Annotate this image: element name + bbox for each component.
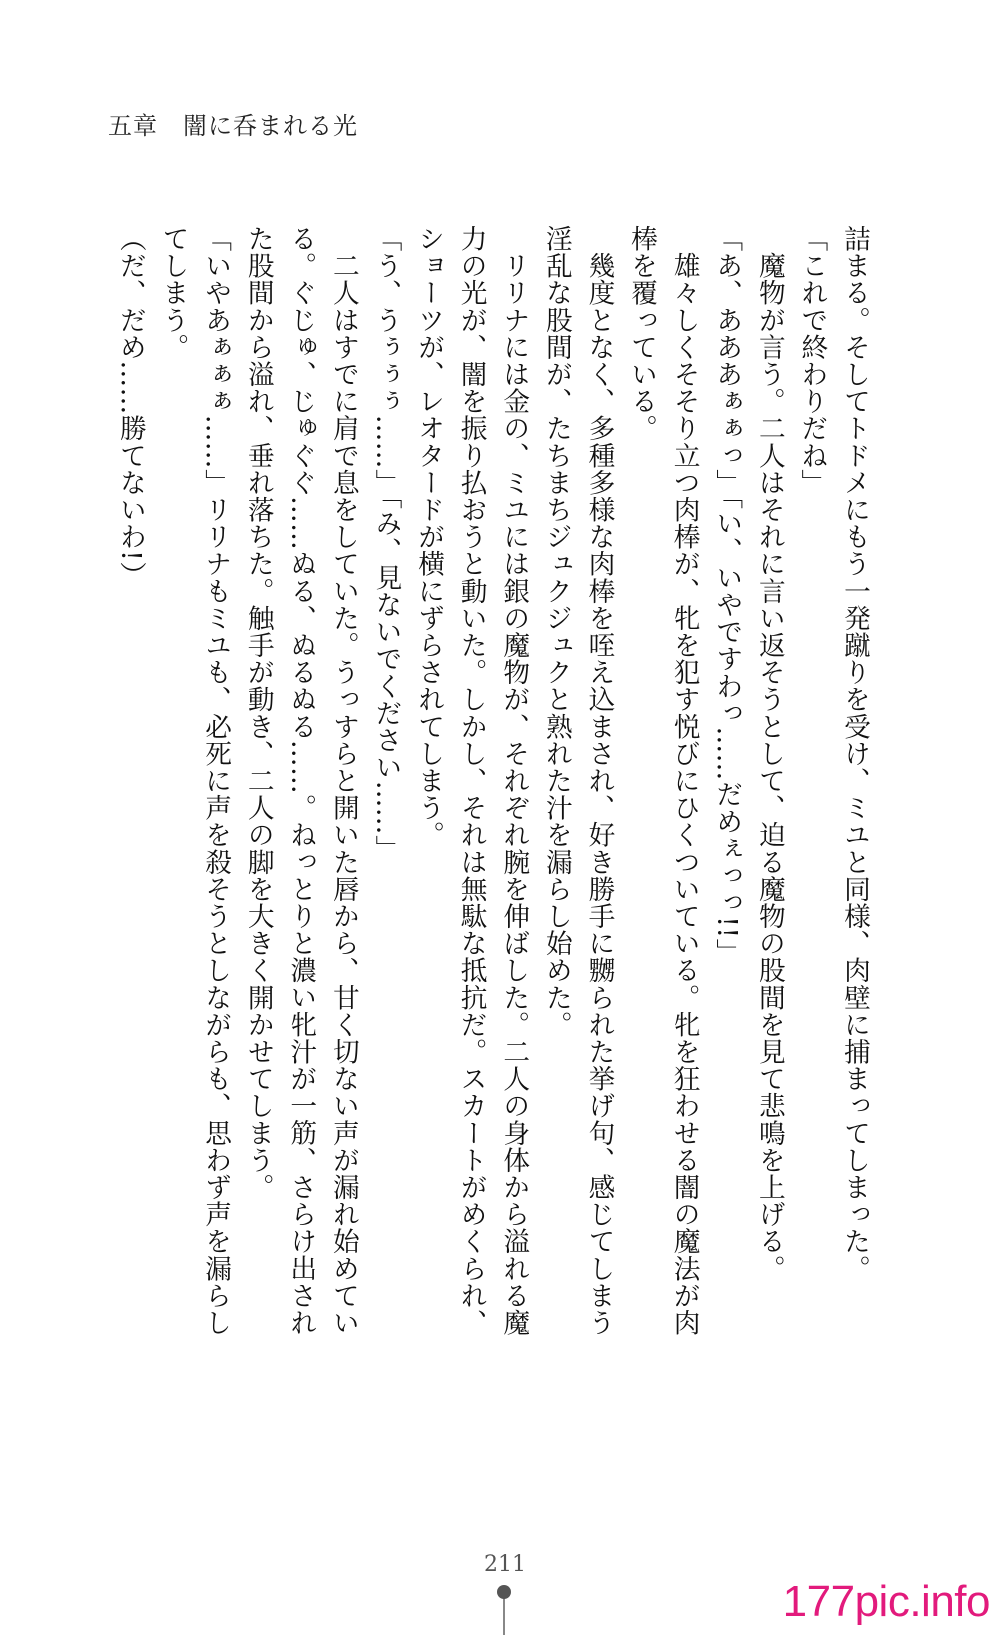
chapter-header: 五章 闇に呑まれる光 [108,112,358,140]
paragraph: （だ、だめ……勝てないわ!） [115,225,146,589]
body-text [115,225,875,1345]
paragraph: 「これで終わりだね」 [796,225,828,496]
paragraph: 雄々しくそそり立つ肉棒が、牝を犯す悦びにひくついている。牝を狂わせる闇の魔法が肉棒を覆っている。 [626,225,700,1337]
paragraph: 「あ、あああぁぁっ」「い、いやですわっ……だめぇっっ!!」 [711,225,743,966]
paragraph: 幾度となく、多種多様な肉棒を咥え込まされ、好き勝手に嬲られた挙げ句、感じてしまう淫乱な股間が、たちまちジュクジュクと熟れた汁を漏らし始めた。 [540,225,615,1337]
paragraph: 「う、うぅぅぅ……」「み、見ないでください……」 [370,225,402,862]
paragraph: 魔物が言う。二人はそれに言い返そうとして、迫る魔物の股間を見て悲鳴を上げる。 [753,225,785,1282]
watermark: 177pic.info [782,1577,990,1626]
page-marker-dot-icon [497,1585,511,1599]
paragraph: 詰まる。そしてトドメにもう一発蹴りを受け、ミユと同様、肉壁に捕まってしまった。 [839,225,870,1282]
page-number: 211 [484,1552,526,1577]
paragraph: リリナには金の、ミユには銀の魔物が、それぞれ腕を伸ばした。二人の身体から溢れる魔力の光が、闇を振り払おうと動いた。しかし、それは無駄な抵抗だ。スカートがめくられ、ショーツが、レオタードが横にずらされてしまう。 [413,225,530,1337]
paragraph: 「いやあぁぁぁ……」リリナもミユも、必死に声を殺そうとしながらも、思わず声を漏らしてしまう。 [157,225,232,1337]
paragraph: 二人はすでに肩で息をしていた。うっすらと開いた唇から、甘く切ない声が漏れ始めている。ぐじゅ、じゅぐぐ……ぬる、ぬるぬる……。ねっとりと濃い牝汁が一筋、さらけ出された股間から溢れ、垂れ落ちた。触手が動き、二人の脚を大きく開かせてしまう。 [242,225,359,1337]
